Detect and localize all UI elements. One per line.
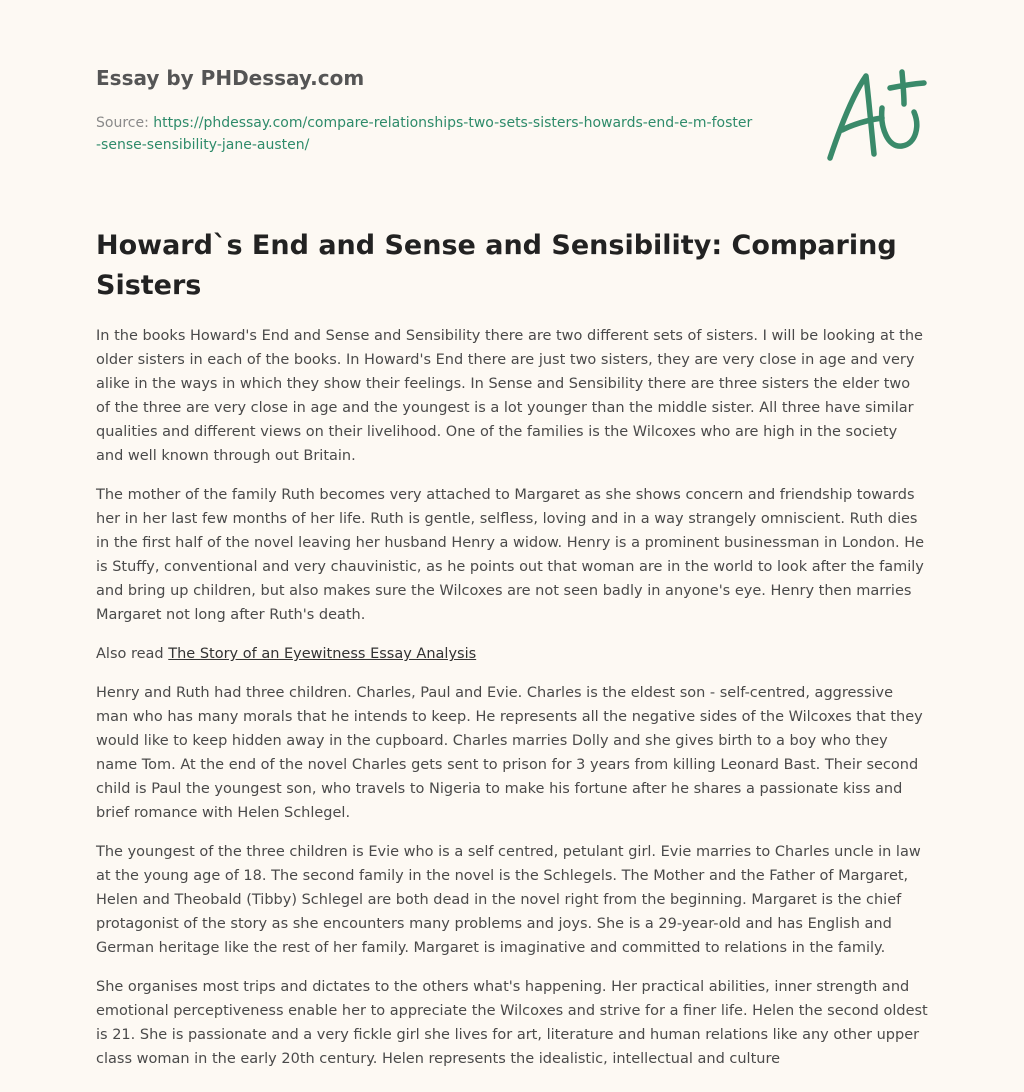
logo-graphic xyxy=(822,66,928,166)
site-title: Essay by PHDessay.com xyxy=(96,66,365,90)
also-read-link[interactable]: The Story of an Eyewitness Essay Analysis xyxy=(168,646,477,662)
essay-body xyxy=(96,324,928,1086)
essay-paragraph: The youngest of the three children is Evie who is a self centred, petulant girl. Evie marries to Charles uncle in law at the young age of 18. The second family in the novel is the Schlegels. The Mother and the Father of Margaret, Helen and Theobald (Tibby) Schlegel are both dead in the novel right from the beginning. Margaret is the chief protagonist of the story as she encounters many problems and joys. She is a 29-year-old and has English and German heritage like the rest of her family. Margaret is imaginative and committed to relations in the family. xyxy=(96,844,921,956)
also-read xyxy=(96,642,928,666)
essay-paragraph: In the books Howard's End and Sense and Sensibility there are two different sets of sisters. I will be looking at the older sisters in each of the books. In Howard's End there are just two sisters, they are very close in age and very alike in the ways in which they show their feelings. In Sense and Sensibility there are three sisters the elder two of the three are very close in age and the youngest is a lot younger than the middle sister. All three have similar qualities and different views on their livelihood. One of the families is the Wilcoxes who are high in the society and well known through out Britain. xyxy=(96,328,923,464)
also-read-label: Also read xyxy=(96,646,164,662)
essay-paragraph: She organises most trips and dictates to the others what's happening. Her practical abilities, inner strength and emotional perceptiveness enable her to appreciate the Wilcoxes and strive for a finer life. Helen the second oldest is 21. She is passionate and a very fickle girl she lives for art, literature and human relations like any other upper class woman in the early 20th century. Helen represents the idealistic, intellectual and culture xyxy=(96,979,928,1067)
a-plus-logo-icon xyxy=(822,66,928,166)
source-label: Source: xyxy=(96,115,149,131)
source-line xyxy=(96,112,756,156)
essay-title: Howard`s End and Sense and Sensibility: Comparing Sisters xyxy=(96,230,897,301)
essay-paragraph: The mother of the family Ruth becomes very attached to Margaret as she shows concern and friendship towards her in her last few months of her life. Ruth is gentle, selfless, loving and in a way strangely omniscient. Ruth dies in the first half of the novel leaving her husband Henry a widow. Henry is a prominent businessman in London. He is Stuffy, conventional and very chauvinistic, as he points out that woman are in the world to look after the family and bring up children, but also makes sure the Wilcoxes are not seen badly in anyone's eye. Henry then marries Margaret not long after Ruth's death. xyxy=(96,487,925,623)
essay-paragraph: Henry and Ruth had three children. Charles, Paul and Evie. Charles is the eldest son - self-centred, aggressive man who has many morals that he intends to keep. He represents all the negative sides of the Wilcoxes that they would like to keep hidden away in the cupboard. Charles marries Dolly and she gives birth to a boy who they name Tom. At the end of the novel Charles gets sent to prison for 3 years from killing Leonard Bast. Their second child is Paul the youngest son, who travels to Nigeria to make his fortune after he shares a passionate kiss and brief romance with Helen Schlegel. xyxy=(96,685,923,821)
source-link[interactable]: https://phdessay.com/compare-relationships-two-sets-sisters-howards-end-e-m-foster-sense-sensibility-jane-austen/ xyxy=(96,115,753,153)
